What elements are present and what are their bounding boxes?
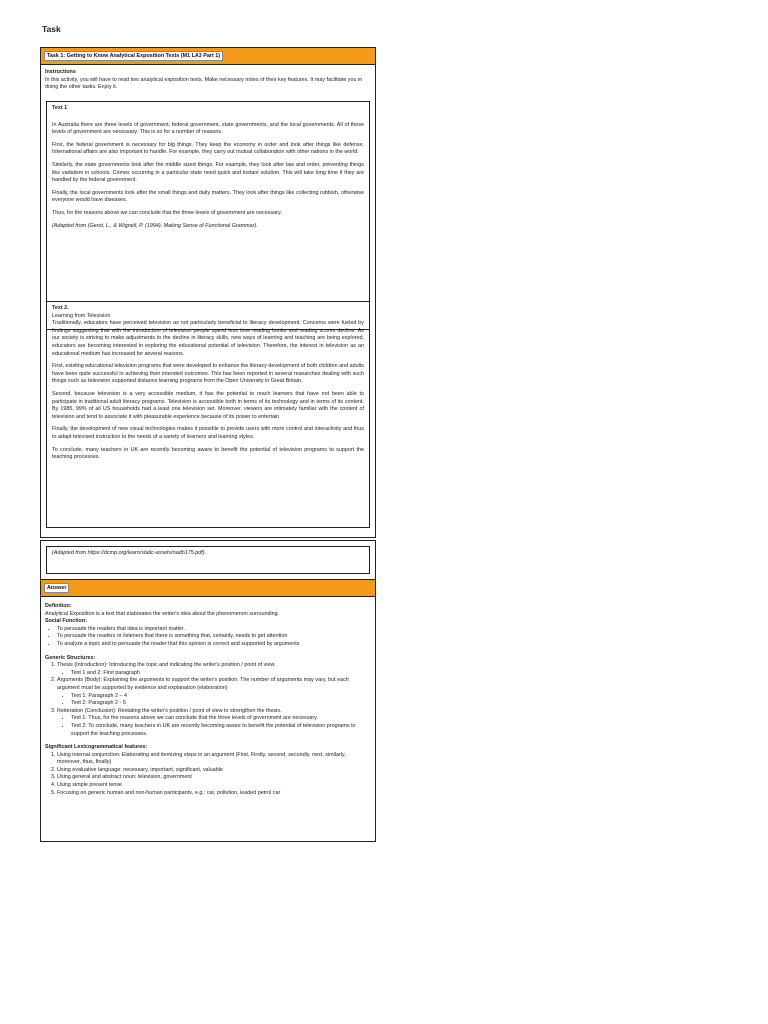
answer-title-bar bbox=[41, 579, 375, 597]
text2-box bbox=[46, 301, 370, 528]
definition-text: Analytical Exposition is a text that elaborates the writer's idea about the phenomenon surrounding. bbox=[45, 610, 280, 617]
social-function-label: Social Function: bbox=[45, 618, 87, 625]
sub-list-item: • Text 2: Paragraph 2 - 5 bbox=[71, 700, 371, 708]
lexico-label: Significant Lexicogrammatical features: bbox=[45, 744, 148, 751]
text2-paragraph: Second, because television is a very accessible medium, it has the potential to reach learners that have not been able to participate in traditional adult literacy programs. Television is accessible both in terms of its technology and in terms of its content. By 1985, 99% of all US households had a least one television set. Moreover, viewers are intimately familiar with the content of television and tend to associate it with pleasurable experience because of its power to entertain bbox=[52, 390, 364, 420]
list-item: 3. Using general and abstract noun: television, government bbox=[57, 774, 371, 782]
sub-list bbox=[57, 670, 371, 678]
generic-structures-list bbox=[45, 662, 371, 738]
text1-citation: (Adapted from (Gerot, L., & Wignell, P. (1994). Making Sense of Functional Grammar). bbox=[52, 222, 258, 229]
answer-content bbox=[41, 597, 375, 803]
list-item: 1. Using internal conjunction: Elaborating and itemizing steps in an argument (First, Firstly, second, secondly, next, similarly, moreover, thus, finally) bbox=[57, 752, 371, 767]
text2-paragraph: Traditionally, educators have perceived television as not particularly beneficial to literacy development. Concerns were fueled by findings suggesting that with the introduction of television people spend less time reading books and reading scores decline. As our society is striving to make adjustments to the decline in literacy skills, new ways of learning and teaching are being explored, educators are becoming interested in exploring the educational potential of television. Therefore, the interest in television as an educational medium has increased for several reasons. bbox=[52, 320, 364, 357]
sub-list-item: • Text 1: Thus, for the reasons above we can conclude that the three levels of government are necessary. bbox=[71, 715, 371, 723]
text2-paragraph: To conclude, many teachers in UK are recently becoming aware to benefit the potential of television programs to support the teaching processes. bbox=[52, 446, 364, 461]
list-item bbox=[57, 662, 371, 677]
text2-paragraph: Finally, the development of new visual technologies makes it possible to provide users with more control and interactivity and thus to adapt televised instruction to the needs of a variety of learners and learning styles. bbox=[52, 426, 364, 440]
structure-text: Arguments (Body): Explaining the arguments to support the writer's position. The number of arguments may vary, but each argument must be supported by evidence and explanation (elaboration) bbox=[57, 677, 349, 691]
text1-label: Text 1 bbox=[52, 105, 68, 111]
social-function-list bbox=[45, 626, 371, 649]
sub-list bbox=[57, 693, 371, 708]
text1-paragraph: Finally, the local governments look after the small things and daily matters. They look after things like collecting rubbish, otherwise everyone would have diseases. bbox=[52, 189, 364, 204]
task-panel bbox=[40, 47, 376, 538]
text2-citation: (Adapted from https://dcmp.org/learn/static-assets/nadh175.pdf). bbox=[52, 550, 207, 556]
structure-text: Thesis (Introduction): Introducing the topic and indicating the writer's position / point of view. bbox=[57, 662, 276, 669]
instructions-label: Instructions bbox=[45, 69, 76, 75]
answer-panel bbox=[40, 540, 376, 842]
lexico-list bbox=[45, 752, 371, 798]
text1-paragraph: Thus, for the reasons above we can conclude that the three levels of government are necessary. bbox=[52, 209, 282, 216]
list-item bbox=[57, 677, 371, 707]
text1-paragraph: Similarly, the state governments look after the middle sized things. For example, they look after law and order, preventing things like vadalism in schools. Crimes occurring in a particular state need quick and instant solution. This will take long time if they are handled by the federal government. bbox=[52, 161, 364, 184]
list-item: 4. Using simple present tense bbox=[57, 782, 371, 790]
text1-paragraph: First, the federal government is necessary for big things. They keep the economy in order and look after things like defense. International affairs are also important to handle. For example, they carry out mutual collaboration with other nations in the world. bbox=[52, 141, 364, 156]
definition-label: Definition: bbox=[45, 603, 72, 609]
text2-label: Text 2. bbox=[52, 305, 69, 311]
sub-list-item: • Text 2: To conclude, many teachers in UK are recently becoming aware to benefit the potential of television programs to support the teaching processes. bbox=[71, 723, 371, 738]
text1-box bbox=[46, 101, 370, 330]
sub-list-item: • Text 1 and 2: First paragraph bbox=[71, 670, 371, 678]
text2-subtitle: Learning from Television bbox=[52, 312, 111, 319]
page-heading: Task bbox=[42, 24, 61, 34]
list-item: • To analyze a topic and to persuade the reader that this opinion is correct and supported by arguments bbox=[57, 641, 371, 649]
text2-citation-box bbox=[46, 546, 370, 574]
instructions bbox=[41, 65, 375, 92]
text1-paragraph: In Australia there are three levels of government, federal government, state governments, and the local governments. All of these levels of government are necessary. This is so for a number of reasons. bbox=[52, 121, 364, 136]
list-item: 2. Using evaluative language: necessary, important, significant, valuable bbox=[57, 767, 371, 775]
text2-paragraph: First, existing educational television programs that were developed to enhance the literacy development of both children and adults have been quite successful in achieving their intended outcomes. This has been reported in several researches dealing with such things such as television supported distance learning programs from the Open University in Great Britain. bbox=[52, 363, 364, 385]
sub-list bbox=[57, 715, 371, 738]
sub-list-item: • Text 1: Paragraph 2 – 4 bbox=[71, 693, 371, 701]
list-item: • To persuade the readers or listeners that there is something that, certainly, needs to get attention bbox=[57, 633, 371, 641]
instructions-text: In this activity, you will have to read two analytical exposition texts. Make necessary notes of their key features. It may facilitate you in doing the other tasks. Enjoy it. bbox=[45, 76, 363, 91]
answer-title: Answer bbox=[44, 583, 69, 593]
task-title-bar bbox=[41, 48, 375, 65]
list-item: • To persuade the readers that idea is important matter. bbox=[57, 626, 371, 634]
list-item: 5. Focusing on generic human and non-human participants, e.g.: car, pollution, leaded petrol car bbox=[57, 790, 371, 798]
structure-text: Reiteration (Conclusion): Restating the writer's position / point of view to strengthen the thesis. bbox=[57, 707, 282, 714]
list-item bbox=[57, 708, 371, 738]
generic-structures-label: Generic Structures: bbox=[45, 654, 96, 661]
task-title: Task 1: Getting to Know Analytical Exposition Texts (M1 LA3 Part 1) bbox=[44, 51, 223, 61]
